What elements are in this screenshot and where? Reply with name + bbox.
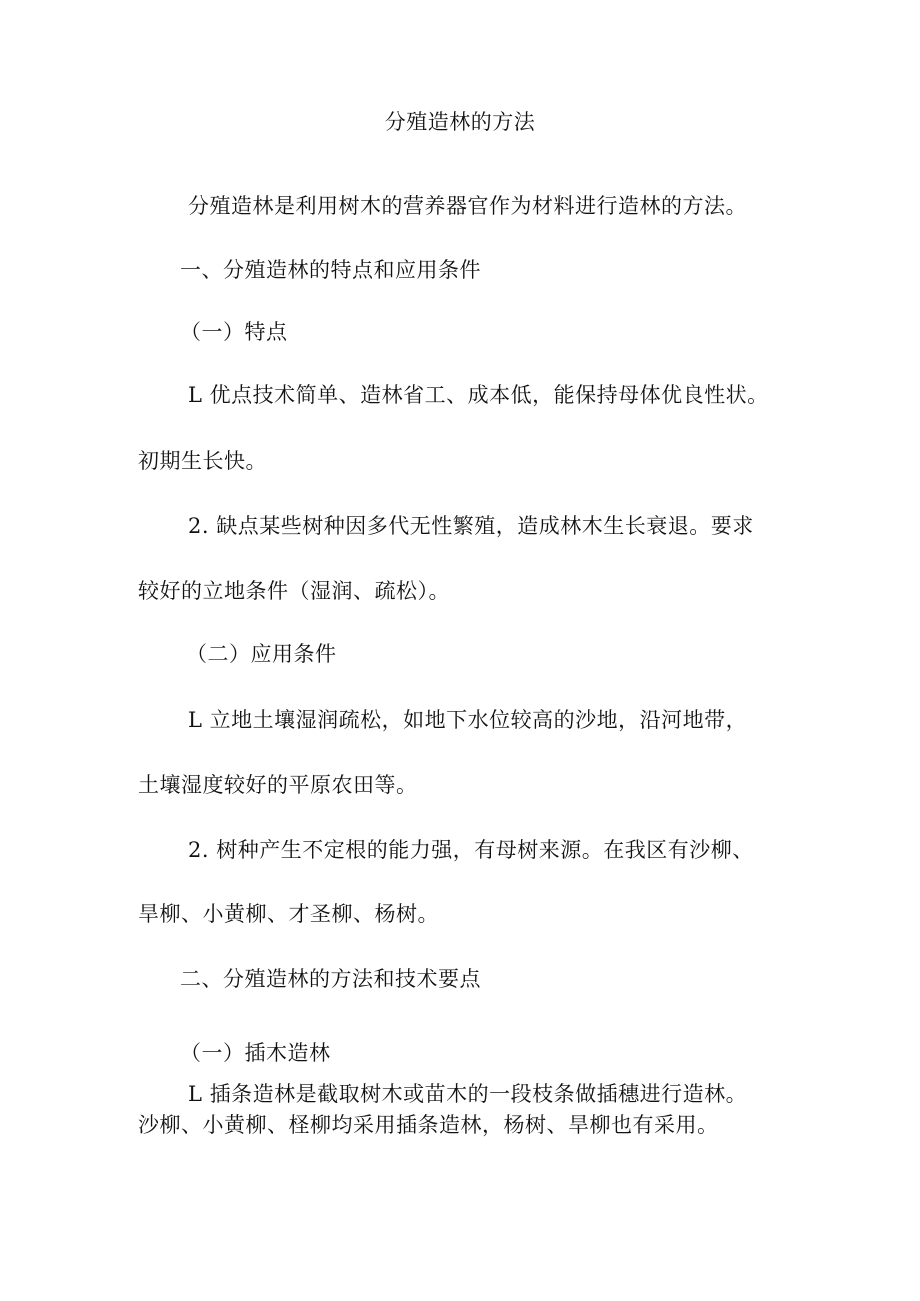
section1-sub2-item2-line1: 2. 树种产生不定根的能力强，有母树来源。在我区有沙柳、 bbox=[188, 838, 754, 862]
section1-sub1-heading: （一）特点 bbox=[180, 320, 288, 344]
section1-sub2-item1-line2: 土壤湿度较好的平原农田等。 bbox=[138, 773, 418, 797]
intro-paragraph: 分殖造林是利用树木的营养器官作为材料进行造林的方法。 bbox=[188, 194, 747, 218]
section1-sub2-item2-line2: 旱柳、小黄柳、才圣柳、杨树。 bbox=[138, 902, 439, 926]
section1-sub2-heading: （二）应用条件 bbox=[186, 642, 337, 666]
section1-sub1-item1-line1: L 优点技术简单、造林省工、成本低，能保持母体优良性状。 bbox=[188, 383, 769, 407]
section1-sub2-item1-line1: L 立地土壤湿润疏松，如地下水位较高的沙地，沿河地带， bbox=[188, 708, 748, 732]
section1-sub1-item1-line2: 初期生长快。 bbox=[138, 449, 267, 473]
section2-heading: 二、分殖造林的方法和技术要点 bbox=[180, 967, 481, 991]
section2-sub1-item1-line1: L 插条造林是截取树木或苗木的一段枝条做插穗进行造林。 bbox=[188, 1082, 748, 1106]
section1-sub1-item2-line1: 2. 缺点某些树种因多代无性繁殖，造成林木生长衰退。要求 bbox=[188, 514, 754, 538]
section1-heading: 一、分殖造林的特点和应用条件 bbox=[180, 258, 481, 282]
document-title: 分殖造林的方法 bbox=[384, 110, 536, 134]
section1-sub1-item2-line2: 较好的立地条件（湿润、疏松）。 bbox=[138, 579, 450, 603]
section2-sub1-heading: （一）插木造林 bbox=[180, 1041, 331, 1065]
section2-sub1-item1-line2: 沙柳、小黄柳、柽柳均采用插条造林，杨树、旱柳也有采用。 bbox=[138, 1113, 719, 1137]
